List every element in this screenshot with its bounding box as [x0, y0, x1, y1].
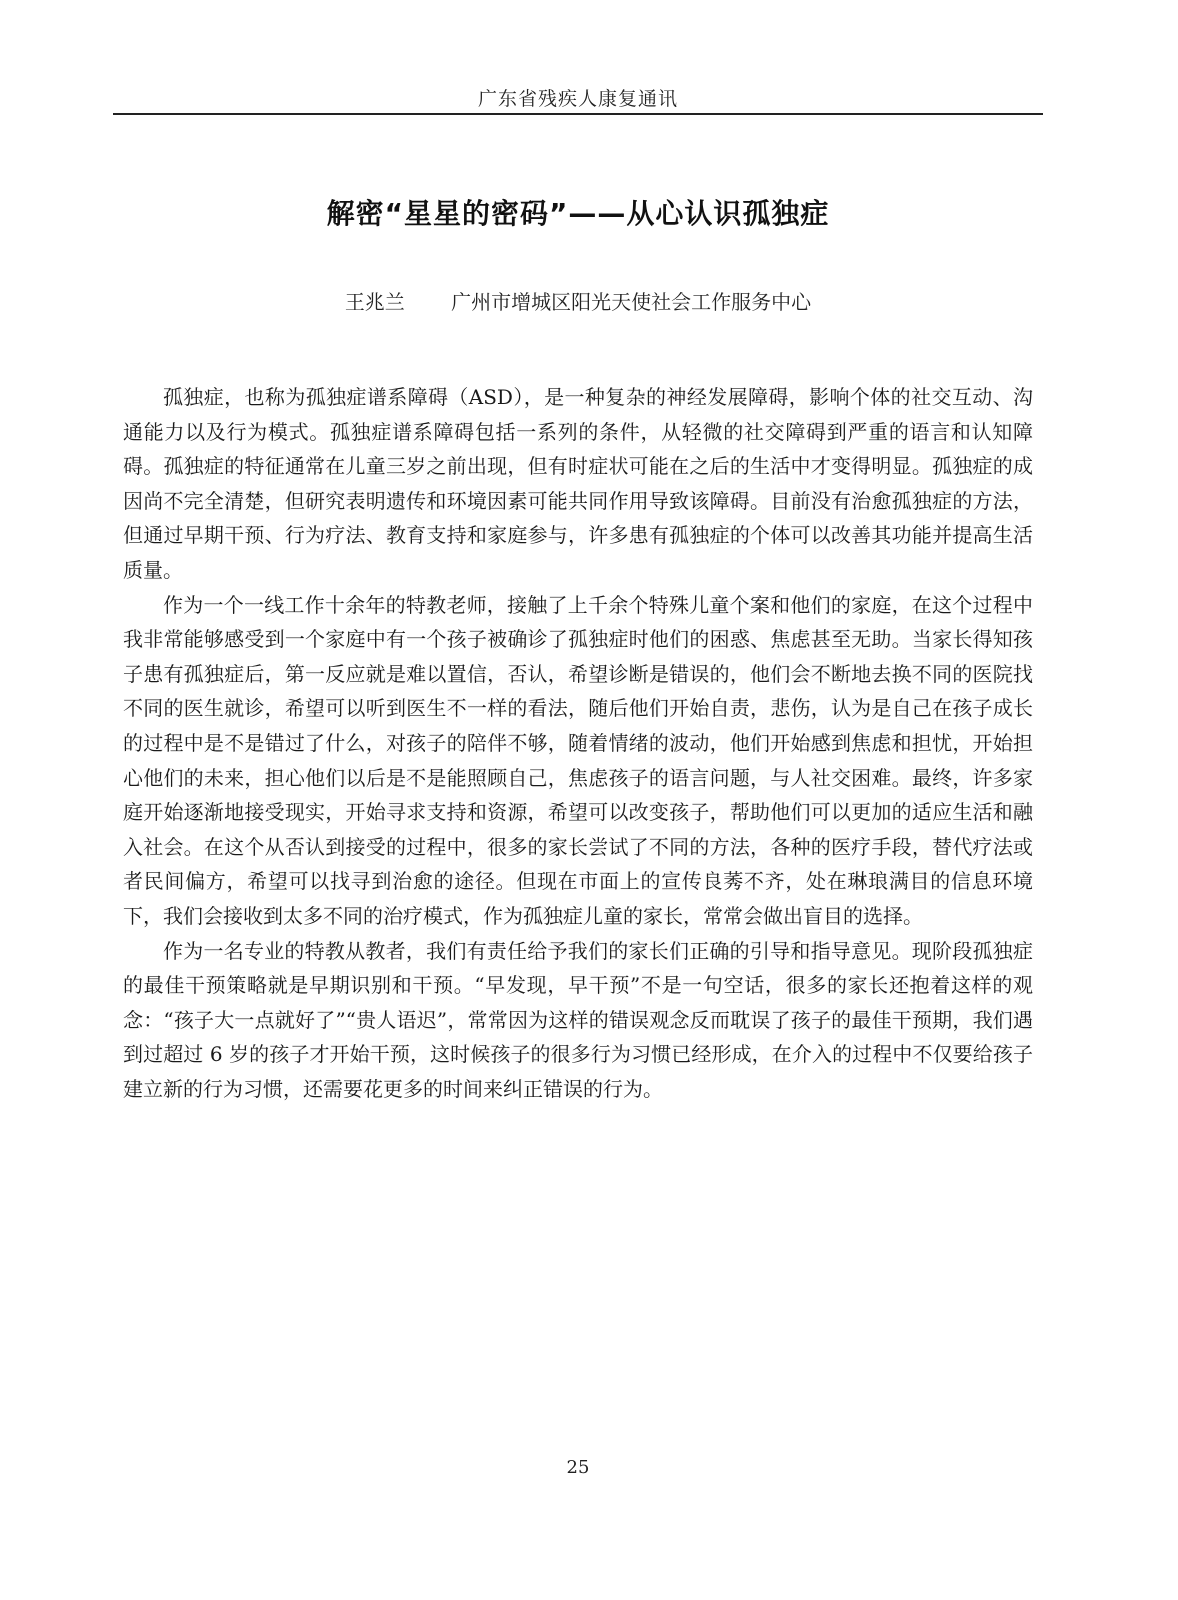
- author-affiliation: 广州市增城区阳光天使社会工作服务中心: [451, 290, 812, 314]
- article-body: [123, 380, 1033, 1106]
- paragraph: 作为一个一线工作十余年的特教老师，接触了上千余个特殊儿童个案和他们的家庭，在这个过程中我非常能够感受到一个家庭中有一个孩子被确诊了孤独症时他们的困惑、焦虑甚至无助。当家长得知孩子患有孤独症后，第一反应就是难以置信，否认，希望诊断是错误的，他们会不断地去换不同的医院找不同的医生就诊，希望可以听到医生不一样的看法，随后他们开始自责，悲伤，认为是自己在孩子成长的过程中是不是错过了什么，对孩子的陪伴不够，随着情绪的波动，他们开始感到焦虑和担忧，开始担心他们的未来，担心他们以后是不是能照顾自己，焦虑孩子的语言问题，与人社交困难。最终，许多家庭开始逐渐地接受现实，开始寻求支持和资源，希望可以改变孩子，帮助他们可以更加的适应生活和融入社会。在这个从否认到接受的过程中，很多的家长尝试了不同的方法，各种的医疗手段，替代疗法或者民间偏方，希望可以找寻到治愈的途径。但现在市面上的宣传良莠不齐，处在琳琅满目的信息环境下，我们会接收到太多不同的治疗模式，作为孤独症儿童的家长，常常会做出盲目的选择。: [123, 592, 1033, 928]
- paragraph: 孤独症，也称为孤独症谱系障碍（ASD），是一种复杂的神经发展障碍，影响个体的社交互动、沟通能力以及行为模式。孤独症谱系障碍包括一系列的条件，从轻微的社交障碍到严重的语言和认知障碍。孤独症的特征通常在儿童三岁之前出现，但有时症状可能在之后的生活中才变得明显。孤独症的成因尚不完全清楚，但研究表明遗传和环境因素可能共同作用导致该障碍。目前没有治愈孤独症的方法，但通过早期干预、行为疗法、教育支持和家庭参与，许多患有孤独症的个体可以改善其功能并提高生活质量。: [123, 385, 1033, 582]
- page-number: 25: [566, 1457, 590, 1478]
- byline: [113, 286, 1043, 315]
- paragraph: 作为一名专业的特教从教者，我们有责任给予我们的家长们正确的引导和指导意见。现阶段孤独症的最佳干预策略就是早期识别和干预。“早发现，早干预”不是一句空话，很多的家长还抱着这样的观念：“孩子大一点就好了”“贵人语迟”，常常因为这样的错误观念反而耽误了孩子的最佳干预期，我们遇到过超过 6 岁的孩子才开始干预，这时候孩子的很多行为习惯已经形成，在介入的过程中不仅要给孩子建立新的行为习惯，还需要花更多的时间来纠正错误的行为。: [123, 938, 1033, 1101]
- article-title: 解密“星星的密码”——从心认识孤独症: [326, 197, 830, 230]
- author-name: 王兆兰: [344, 290, 405, 314]
- header-rule: [113, 113, 1043, 115]
- running-header: 广东省残疾人康复通讯: [477, 88, 678, 110]
